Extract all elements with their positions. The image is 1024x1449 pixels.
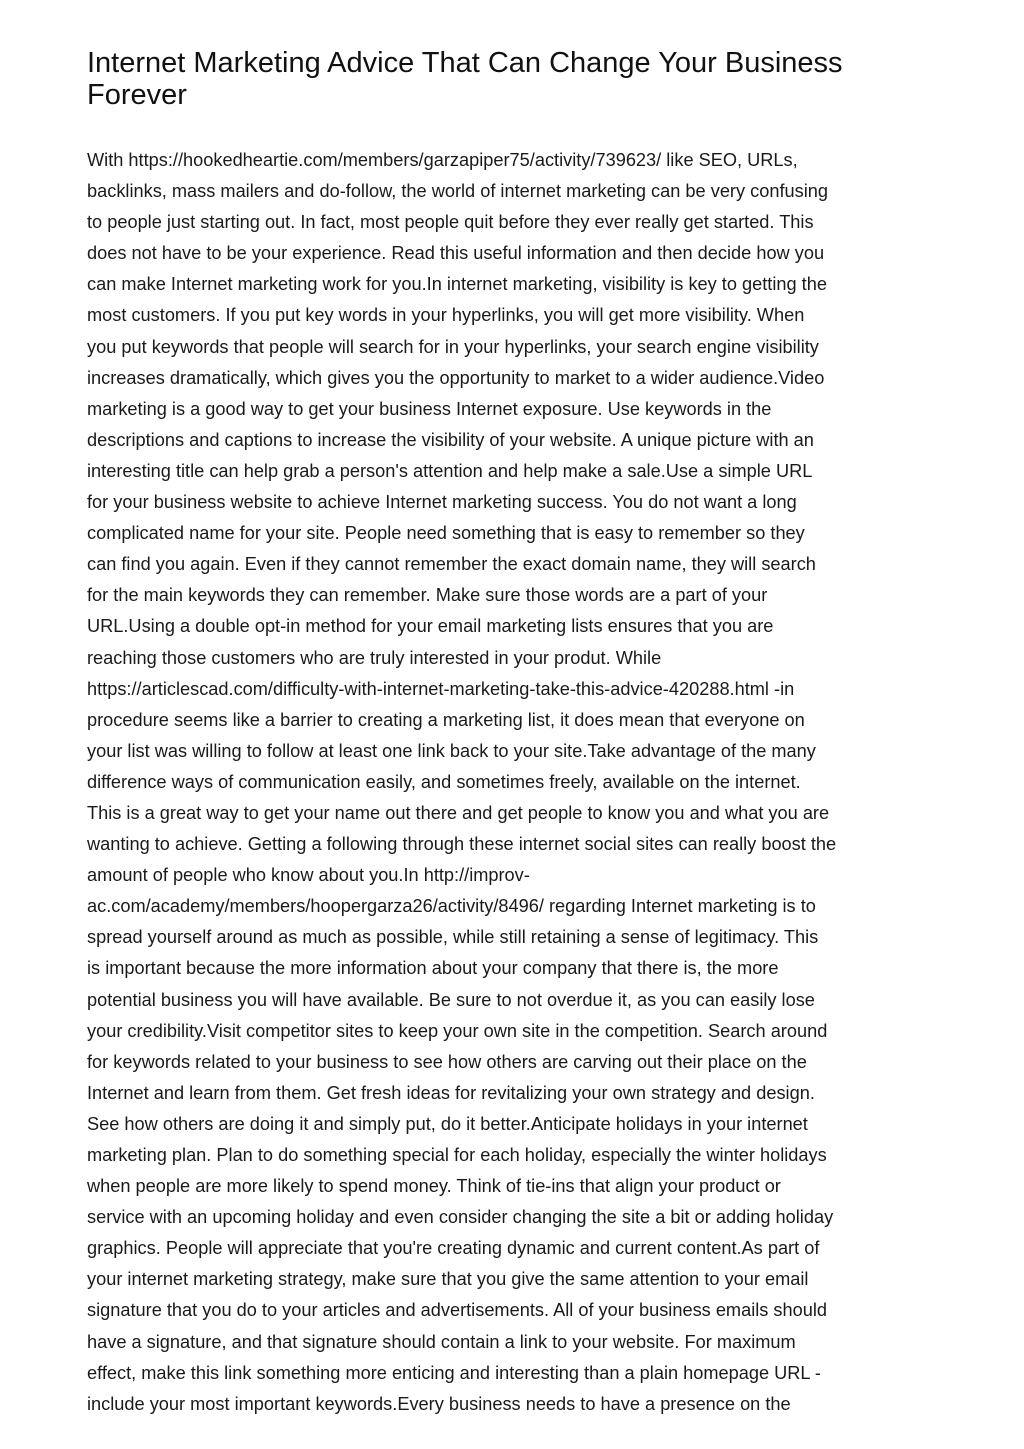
body-line: signature that you do to your articles and advertisements. All of your business emails should — [87, 1300, 828, 1321]
body-line: service with an upcoming holiday and even consider changing the site a bit or adding holiday — [87, 1207, 834, 1228]
document-title: Internet Marketing Advice That Can Change Your Business Forever — [87, 47, 843, 111]
body-line: ac.com/academy/members/hoopergarza26/activity/8496/ regarding Internet marketing is to — [87, 896, 816, 917]
body-line: potential business you will have available. Be sure to not overdue it, as you can easily lose — [87, 989, 815, 1010]
body-line: you put keywords that people will search for in your hyperlinks, your search engine visibility — [87, 336, 819, 357]
body-line: effect, make this link something more enticing and interesting than a plain homepage URL - — [87, 1362, 821, 1383]
body-line: can find you again. Even if they cannot remember the exact domain name, they will search — [87, 554, 816, 575]
body-line: most customers. If you put key words in your hyperlinks, you will get more visibility. When — [87, 305, 805, 326]
body-line: procedure seems like a barrier to creating a marketing list, it does mean that everyone on — [87, 709, 805, 730]
document-body — [87, 145, 937, 1420]
body-line: graphics. People will appreciate that you're creating dynamic and current content.As part of — [87, 1238, 820, 1259]
body-line: marketing plan. Plan to do something special for each holiday, especially the winter holidays — [87, 1145, 827, 1165]
body-line: your internet marketing strategy, make sure that you give the same attention to your email — [87, 1269, 809, 1290]
body-line: descriptions and captions to increase the visibility of your website. A unique picture with an — [87, 429, 814, 450]
body-line: your list was willing to follow at least one link back to your site.Take advantage of the many — [87, 740, 816, 761]
body-line: marketing is a good way to get your business Internet exposure. Use keywords in the — [87, 398, 772, 419]
body-line: backlinks, mass mailers and do-follow, the world of internet marketing can be very confusing — [87, 181, 828, 202]
body-line: does not have to be your experience. Read this useful information and then decide how you — [87, 243, 825, 264]
body-line: for keywords related to your business to see how others are carving out their place on the — [87, 1051, 807, 1072]
body-line: difference ways of communication easily, and sometimes freely, available on the internet. — [87, 771, 801, 792]
body-line: have a signature, and that signature should contain a link to your website. For maximum — [87, 1331, 796, 1352]
body-line: Internet and learn from them. Get fresh ideas for revitalizing your own strategy and design. — [87, 1082, 815, 1103]
body-line: for the main keywords they can remember. Make sure those words are a part of your — [87, 585, 768, 606]
body-line: This is a great way to get your name out there and get people to know you and what you are — [87, 802, 830, 823]
body-line: URL.Using a double opt-in method for your email marketing lists ensures that you are — [87, 616, 774, 637]
body-line: wanting to achieve. Getting a following through these internet social sites can really boost the — [87, 834, 837, 855]
body-line: for your business website to achieve Internet marketing success. You do not want a long — [87, 492, 797, 513]
body-line: reaching those customers who are truly interested in your produt. While — [87, 647, 662, 668]
body-line: to people just starting out. In fact, most people quit before they ever really get started. This — [87, 212, 814, 233]
body-line: is important because the more information about your company that there is, the more — [87, 958, 779, 979]
body-line: amount of people who know about you.In http://improv- — [87, 865, 530, 886]
body-line: include your most important keywords.Every business needs to have a presence on the — [87, 1393, 791, 1414]
body-line: https://articlescad.com/difficulty-with-internet-marketing-take-this-advice-420288.html -in — [87, 678, 795, 699]
body-line: spread yourself around as much as possible, while still retaining a sense of legitimacy. This — [87, 927, 819, 948]
body-line: interesting title can help grab a person's attention and help make a sale.Use a simple URL — [87, 460, 813, 481]
body-line: increases dramatically, which gives you the opportunity to market to a wider audience.Video — [87, 367, 825, 388]
body-line: complicated name for your site. People need something that is easy to remember so they — [87, 523, 805, 544]
body-line: can make Internet marketing work for you.In internet marketing, visibility is key to getting the — [87, 274, 827, 295]
body-line: your credibility.Visit competitor sites to keep your own site in the competition. Search around — [87, 1020, 828, 1041]
body-line: See how others are doing it and simply put, do it better.Anticipate holidays in your internet — [87, 1113, 808, 1134]
body-line: With https://hookedheartie.com/members/garzapiper75/activity/739623/ like SEO, URLs, — [87, 150, 798, 170]
body-line: when people are more likely to spend money. Think of tie-ins that align your product or — [87, 1176, 781, 1197]
